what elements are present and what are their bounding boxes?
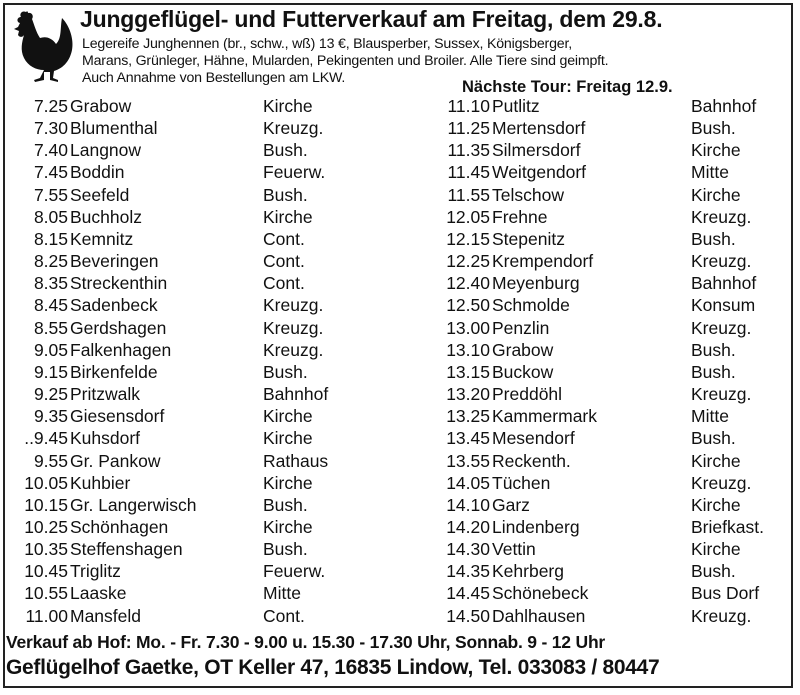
stop-location: Mitte <box>691 162 729 183</box>
stop-location: Kirche <box>263 406 313 427</box>
stop-time: 7.55 <box>33 184 68 205</box>
stop-time: 12.40 <box>446 273 490 294</box>
stop-time: 8.25 <box>33 251 68 272</box>
farm-address: Geflügelhof Gaetke, OT Keller 47, 16835 Lindow, Tel. 033083 / 80447 <box>6 656 660 679</box>
stop-location: Kreuzg. <box>691 605 752 626</box>
village-name: Kuhbier <box>70 472 131 493</box>
stop-location: Bush. <box>691 361 736 382</box>
stop-time: 10.35 <box>24 539 68 560</box>
stop-time: 13.20 <box>446 384 490 405</box>
village-name: Silmersdorf <box>492 140 581 161</box>
stop-location: Cont. <box>263 251 305 272</box>
stop-location: Bush. <box>691 339 736 360</box>
village-name: Buchholz <box>70 206 142 227</box>
stop-location: Kirche <box>263 96 313 116</box>
stop-location: Kirche <box>263 206 313 227</box>
offer-line: Auch Annahme von Bestellungen am LKW. <box>82 70 346 86</box>
stop-location: Bush. <box>263 539 308 560</box>
stop-time: 11.35 <box>447 140 490 161</box>
stop-time: 13.45 <box>446 428 490 449</box>
stop-location: Bush. <box>691 118 736 139</box>
stop-location: Kreuzg. <box>691 384 752 405</box>
stop-time: 7.25 <box>33 96 68 116</box>
village-name: Steffenshagen <box>70 539 183 560</box>
village-name: Gr. Pankow <box>70 450 161 471</box>
stop-time: 14.50 <box>446 605 490 626</box>
page-title: Junggeflügel- und Futterverkauf am Freitag, dem 29.8. <box>80 6 663 32</box>
village-name: Stepenitz <box>492 228 565 249</box>
stop-location: Mitte <box>263 583 301 604</box>
stop-time: 8.35 <box>33 273 68 294</box>
stop-time: 7.45 <box>33 162 68 183</box>
stop-location: Rathaus <box>263 450 329 471</box>
stop-time: 12.05 <box>446 206 490 227</box>
village-name: Giesensdorf <box>70 406 165 427</box>
stop-location: Bush. <box>263 140 308 161</box>
stop-time: 12.50 <box>446 295 490 316</box>
stop-location: Bush. <box>691 428 736 449</box>
stop-location: Kreuzg. <box>691 472 752 493</box>
stop-time: 10.45 <box>24 561 68 582</box>
village-name: Mansfeld <box>70 605 142 626</box>
stop-location: Bahnhof <box>691 273 757 294</box>
village-name: Langnow <box>70 140 142 161</box>
offer-line: Legereife Junghennen (br., schw., wß) 13 €, Blausperber, Sussex, Königsberger, <box>82 36 572 52</box>
stop-time: 14.10 <box>446 494 490 515</box>
farm-sales-hours: Verkauf ab Hof: Mo. - Fr. 7.30 - 9.00 u. 15.30 - 17.30 Uhr, Sonnab. 9 - 12 Uhr <box>6 632 606 652</box>
stop-location: Kreuzg. <box>263 317 324 338</box>
village-name: Beveringen <box>70 251 159 272</box>
stop-location: Bush. <box>691 561 736 582</box>
stop-location: Kirche <box>263 428 313 449</box>
stop-location: Mitte <box>691 406 729 427</box>
stop-time: 11.10 <box>447 96 490 116</box>
stop-time: 14.45 <box>446 583 490 604</box>
village-name: Telschow <box>492 184 564 205</box>
village-name: Grabow <box>492 339 554 360</box>
stop-location: Bus Dorf <box>691 583 760 604</box>
village-name: Seefeld <box>70 184 130 205</box>
village-name: Preddöhl <box>492 384 563 405</box>
stop-location: Kirche <box>691 184 741 205</box>
stop-location: Bahnhof <box>263 384 329 405</box>
village-name: Schönhagen <box>70 516 169 537</box>
stop-location: Bahnhof <box>691 96 757 116</box>
stop-time: 11.45 <box>447 162 490 183</box>
stop-location: Cont. <box>263 605 305 626</box>
village-name: Sadenbeck <box>70 295 158 316</box>
village-name: Meyenburg <box>492 273 580 294</box>
village-name: Reckenth. <box>492 450 571 471</box>
stop-time: 14.30 <box>446 539 490 560</box>
stop-location: Kreuzg. <box>691 251 752 272</box>
village-name: Vettin <box>492 539 536 560</box>
stop-time: 14.20 <box>446 516 490 537</box>
village-name: Kehrberg <box>492 561 564 582</box>
village-name: Lindenberg <box>492 516 580 537</box>
village-name: Falkenhagen <box>70 339 172 360</box>
village-name: Buckow <box>492 361 554 382</box>
stop-location: Briefkast. <box>691 516 764 537</box>
village-name: Boddin <box>70 162 125 183</box>
stop-time: 7.30 <box>33 118 68 139</box>
village-name: Triglitz <box>70 561 121 582</box>
next-tour-note: Nächste Tour: Freitag 12.9. <box>462 78 673 96</box>
stop-time: 8.55 <box>33 317 68 338</box>
stop-time: 8.15 <box>33 228 68 249</box>
stop-time: 11.25 <box>447 118 490 139</box>
village-name: Tüchen <box>492 472 551 493</box>
stop-time: 11.55 <box>447 184 490 205</box>
village-name: Garz <box>492 494 530 515</box>
stop-location: Kirche <box>263 516 313 537</box>
village-name: Putlitz <box>492 96 540 116</box>
stop-time: 9.15 <box>33 361 68 382</box>
village-name: Penzlin <box>492 317 550 338</box>
stop-location: Bush. <box>263 494 308 515</box>
stop-time: ..9.45 <box>24 428 68 449</box>
stop-time: 14.35 <box>446 561 490 582</box>
stop-time: 13.10 <box>446 339 490 360</box>
village-name: Mertensdorf <box>492 118 586 139</box>
stop-location: Konsum <box>691 295 756 316</box>
village-name: Gr. Langerwisch <box>70 494 197 515</box>
village-name: Laaske <box>70 583 127 604</box>
stop-time: 7.40 <box>33 140 68 161</box>
village-name: Dahlhausen <box>492 605 586 626</box>
village-name: Kammermark <box>492 406 598 427</box>
stop-time: 8.05 <box>33 206 68 227</box>
stop-location: Cont. <box>263 228 305 249</box>
village-name: Frehne <box>492 206 548 227</box>
stop-time: 13.15 <box>446 361 490 382</box>
village-name: Schmolde <box>492 295 570 316</box>
stop-time: 13.55 <box>446 450 490 471</box>
stop-time: 9.35 <box>33 406 68 427</box>
village-name: Schönebeck <box>492 583 589 604</box>
stop-location: Kirche <box>691 140 741 161</box>
stop-location: Kreuzg. <box>263 295 324 316</box>
stop-location: Cont. <box>263 273 305 294</box>
village-name: Blumenthal <box>70 118 158 139</box>
stop-location: Kirche <box>691 450 741 471</box>
rooster-icon <box>6 8 74 93</box>
stop-location: Kirche <box>263 472 313 493</box>
village-name: Pritzwalk <box>70 384 141 405</box>
village-name: Gerdshagen <box>70 317 167 338</box>
stop-time: 12.25 <box>446 251 490 272</box>
village-name: Grabow <box>70 96 132 116</box>
stop-location: Kirche <box>691 494 741 515</box>
village-name: Streckenthin <box>70 273 168 294</box>
stop-location: Bush. <box>263 184 308 205</box>
stop-location: Bush. <box>263 361 308 382</box>
stop-time: 9.05 <box>33 339 68 360</box>
stop-time: 9.25 <box>33 384 68 405</box>
stop-time: 10.25 <box>24 516 68 537</box>
stop-time: 8.45 <box>33 295 68 316</box>
stop-time: 10.15 <box>24 494 68 515</box>
stop-location: Kreuzg. <box>691 317 752 338</box>
stop-location: Bush. <box>691 228 736 249</box>
stop-time: 14.05 <box>446 472 490 493</box>
stop-location: Kreuzg. <box>691 206 752 227</box>
offer-line: Marans, Grünleger, Hähne, Mularden, Pekingenten und Broiler. Alle Tiere sind geimpft. <box>82 53 609 69</box>
stop-location: Feuerw. <box>263 561 326 582</box>
village-name: Kemnitz <box>70 228 134 249</box>
stop-time: 13.25 <box>446 406 490 427</box>
stop-time: 9.55 <box>33 450 68 471</box>
stop-time: 10.05 <box>24 472 68 493</box>
village-name: Mesendorf <box>492 428 575 449</box>
village-name: Birkenfelde <box>70 361 158 382</box>
stop-location: Kreuzg. <box>263 118 324 139</box>
stop-time: 12.15 <box>446 228 490 249</box>
stop-location: Kirche <box>691 539 741 560</box>
village-name: Kuhsdorf <box>70 428 141 449</box>
stop-location: Feuerw. <box>263 162 326 183</box>
village-name: Krempendorf <box>492 251 594 272</box>
stop-time: 10.55 <box>24 583 68 604</box>
stop-time: 13.00 <box>446 317 490 338</box>
stop-time: 11.00 <box>25 605 68 626</box>
stop-location: Kreuzg. <box>263 339 324 360</box>
village-name: Weitgendorf <box>492 162 587 183</box>
